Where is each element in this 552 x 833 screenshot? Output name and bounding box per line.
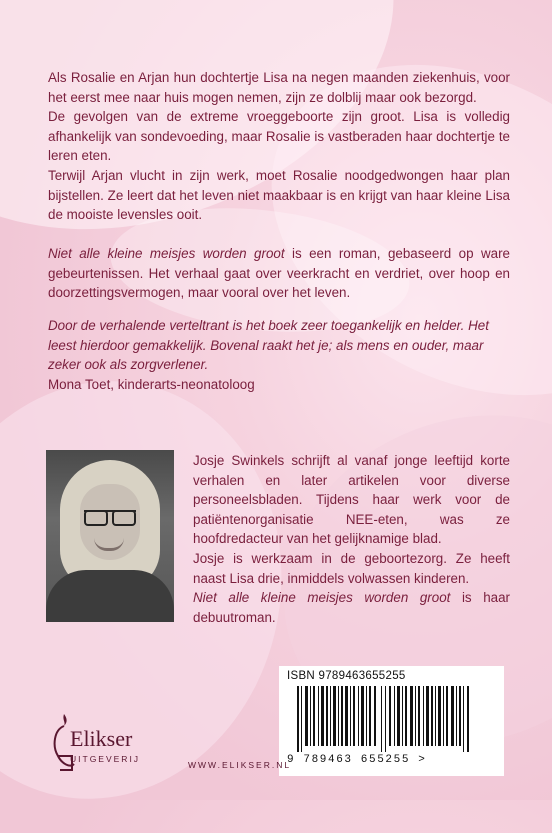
quote-text: Door de verhalende verteltrant is het boek zeer toegankelijk en helder. Het leest hierdoor gemakkelijk. Bovenal raakt het je; als mens en ouder, maar zeker ook als zorgverlener. <box>48 318 489 373</box>
publisher-name: Elikser <box>70 726 133 751</box>
book-title: Niet alle kleine meisjes worden groot <box>193 590 451 606</box>
author-bio-3: Niet alle kleine meisjes worden groot is haar debuutroman. <box>193 590 511 625</box>
author-bio-section <box>193 451 510 627</box>
author-bio-2: Josje is werkzaam in de geboortezorg. Ze heeft naast Lisa drie, inmiddels volwassen kinderen. <box>193 550 510 586</box>
book-title: Niet alle kleine meisjes worden groot <box>48 246 285 261</box>
publisher-subtitle: UITGEVERIJ <box>70 754 141 764</box>
author-bio-1: Josje Swinkels schrijft al vanaf jonge leeftijd korte verhalen en later artikelen voor diverse personeelsbladen. Tijdens haar werk voor de patiëntenorganisatie NEE-eten, was ze hoofdredacteur van het gelijknamige blad. <box>193 453 510 547</box>
summary-text: is een roman, gebaseerd op ware gebeurtenissen. Het verhaal gaat over veerkracht en verdriet, over hoop en doorzettingsvermogen, maar vooral over het leven. <box>48 246 510 301</box>
blurb-paragraph-3: Terwijl Arjan vlucht in zijn werk, moet Rosalie noodgedwongen haar plan bijstellen. Ze leert dat het leven niet maakbaar is en krijgt van haar kleine Lisa de mooiste levensles ooit. <box>48 167 510 223</box>
barcode-digits: 9 789463 655255 > <box>287 754 427 766</box>
publisher-website: WWW.ELIKSER.NL <box>188 760 292 770</box>
summary-section <box>48 244 510 303</box>
summary-paragraph <box>48 244 510 303</box>
quote-section <box>48 316 510 394</box>
blurb-paragraph-2: De gevolgen van de extreme vroeggeboorte zijn groot. Lisa is volledig afhankelijk van sondevoeding, maar Rosalie is vastberaden haar dochtertje te leren eten. <box>48 109 510 164</box>
barcode-icon <box>297 686 487 752</box>
blurb-paragraph-1: Als Rosalie en Arjan hun dochtertje Lisa na negen maanden ziekenhuis, voor het eerst mee naar huis mogen nemen, zijn ze dolblij maar ook bezorgd. <box>48 70 510 105</box>
quote-attribution: Mona Toet, kinderarts-neonatoloog <box>48 376 255 392</box>
blurb-section <box>48 68 510 225</box>
isbn-label: ISBN 9789463655255 <box>287 670 406 682</box>
isbn-barcode-box <box>279 666 504 776</box>
author-photo <box>46 450 174 622</box>
